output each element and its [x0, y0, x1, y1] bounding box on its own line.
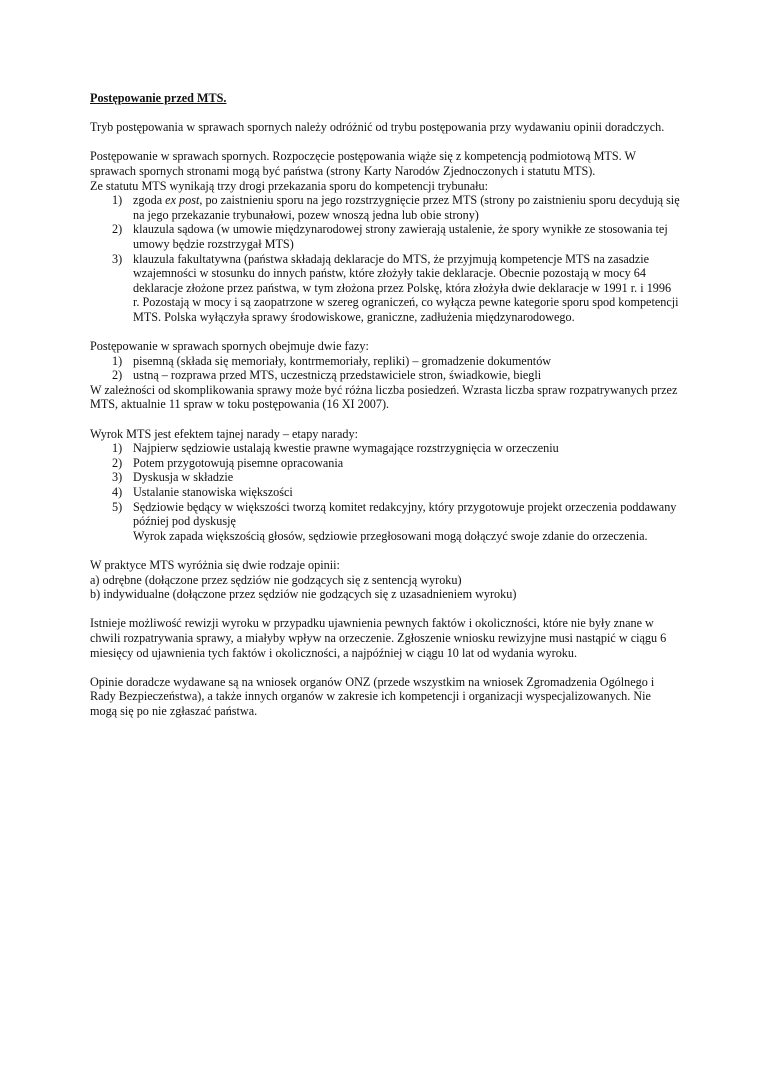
list-item — [90, 441, 680, 456]
list-item — [90, 252, 680, 325]
list-number: 2) — [112, 368, 123, 383]
opinie-a: a) odrębne (dołączone przez sędziów nie godzących się z sentencją wyroku) — [90, 572, 462, 587]
sporne-paragraph: Postępowanie w sprawach spornych. Rozpoczęcie postępowania wiąże się z kompetencją podmiotową MTS. W sprawach spornych stronami mogą być państwa (strony Karty Narodów Zjednoczonych i statutu MTS). — [90, 149, 636, 178]
list-text: Sędziowie będący w większości tworzą komitet redakcyjny, który przygotowuje projekt orzeczenia poddawany później pod dyskusję — [133, 499, 677, 529]
page-title: Postępowanie przed MTS. — [90, 91, 227, 105]
list-text: Dyskusja w składzie — [133, 470, 234, 485]
list-text: Ustalanie stanowiska większości — [133, 485, 293, 500]
spacer — [90, 412, 680, 427]
spacer — [90, 660, 680, 675]
spacer — [90, 543, 680, 558]
wyrok-follow: Wyrok zapada większością głosów, sędziowie przegłosowani mogą dołączyć swoje zdanie do orzeczenia. — [133, 528, 648, 543]
spacer — [90, 325, 680, 340]
list-text: Najpierw sędziowie ustalają kwestie prawne wymagające rozstrzygnięcia w orzeczeniu — [133, 441, 559, 456]
list-number: 1) — [112, 353, 123, 368]
spacer — [90, 602, 680, 617]
opinie-b: b) indywidualne (dołączone przez sędziów nie godzących się z uzasadnieniem wyroku) — [90, 587, 517, 602]
document-page — [90, 91, 680, 719]
doradcze-paragraph: Opinie doradcze wydawane są na wniosek organów ONZ (przede wszystkim na wniosek Zgromadzenia Ogólnego i Rady Bezpieczeństwa), a także innych organów w zakresie ich kompetencji i organizacji wyspecjalizowanych. Nie mogą się po nie zgłaszać państwa. — [90, 674, 655, 718]
wyrok-list — [90, 441, 680, 529]
list-number: 5) — [112, 499, 123, 514]
list-text: pisemną (składa się memoriały, kontrmemoriały, repliki) – gromadzenie dokumentów — [133, 353, 552, 368]
spacer — [90, 135, 680, 150]
list-text: klauzula fakultatywna (państwa składają deklaracje do MTS, że przyjmują kompetencje MTS na zasadzie wzajemności w stosunku do innych państw, które złożyły takie deklaracje. Obecnie pozostają w mocy 64 deklaracje złożone przez państwa, w tym złożona przez Polskę, która złożyła dwie deklaracje w 1991 r. i 1996 r. Pozostają w mocy i są zaopatrzone w szereg ograniczeń, co wyłącza pewne kategorie sporu spod kompetencji MTS. Polska wyłączyła sprawy środowiskowe, graniczne, zadłużenia międzynarodowego. — [133, 251, 679, 324]
list-item — [90, 193, 680, 222]
sporne-drogi-intro: Ze statutu MTS wynikają trzy drogi przekazania sporu do kompetencji trybunału: — [90, 178, 489, 193]
list-number: 3) — [112, 251, 123, 266]
list-item — [90, 485, 680, 500]
fazy-intro: Postępowanie w sprawach spornych obejmuje dwie fazy: — [90, 339, 369, 354]
list-number: 1) — [112, 441, 123, 456]
drogi-list — [90, 193, 680, 324]
list-item — [90, 222, 680, 251]
list-text: Potem przygotowują pisemne opracowania — [133, 455, 344, 470]
list-number: 2) — [112, 222, 123, 237]
list-item — [90, 368, 680, 383]
list-text: zgoda ex post, po zaistnieniu sporu na jego rozstrzygnięcie przez MTS (strony po zaistnieniu sporu decydują się na jego przekazanie trybunałowi, pozew wnoszą jedna lub obie strony) — [133, 193, 680, 222]
list-item — [90, 500, 680, 529]
wyrok-intro: Wyrok MTS jest efektem tajnej narady – etapy narady: — [90, 426, 358, 441]
list-text: ustną – rozprawa przed MTS, uczestniczą przedstawiciele stron, świadkowie, biegli — [133, 368, 542, 383]
list-number: 4) — [112, 485, 123, 500]
fazy-list — [90, 354, 680, 383]
list-number: 2) — [112, 455, 123, 470]
spacer — [90, 106, 680, 121]
opinie-intro: W praktyce MTS wyróżnia się dwie rodzaje opinii: — [90, 558, 340, 572]
list-item — [90, 456, 680, 471]
rewizja-paragraph: Istnieje możliwość rewizji wyroku w przypadku ujawnienia pewnych faktów i okoliczności, które nie były znane w chwili rozpatrywania sprawy, a miałyby wpływ na orzeczenie. Zgłoszenie wniosku rewizyjne musi nastąpić w ciągu 6 miesięcy od ujawnienia tych faktów i okoliczności, a najpóźniej w ciągu 10 lat od wydania wyroku. — [90, 616, 667, 660]
list-text: klauzula sądowa (w umowie międzynarodowej strony zawierają ustalenie, że spory wynikłe ze stosowania tej umowy będzie rozstrzygał MTS) — [133, 222, 668, 251]
list-number: 3) — [112, 470, 123, 485]
fazy-after: W zależności od skomplikowania sprawy może być różna liczba posiedzeń. Wzrasta liczba spraw rozpatrywanych przez MTS, aktualnie 11 spraw w toku postępowania (16 XI 2007). — [90, 382, 678, 412]
list-item — [90, 470, 680, 485]
latin-term: ex post — [165, 193, 200, 208]
intro-paragraph: Tryb postępowania w sprawach spornych należy odróżnić od trybu postępowania przy wydawaniu opinii doradczych. — [90, 120, 665, 135]
list-number: 1) — [112, 193, 123, 208]
list-item — [90, 354, 680, 369]
